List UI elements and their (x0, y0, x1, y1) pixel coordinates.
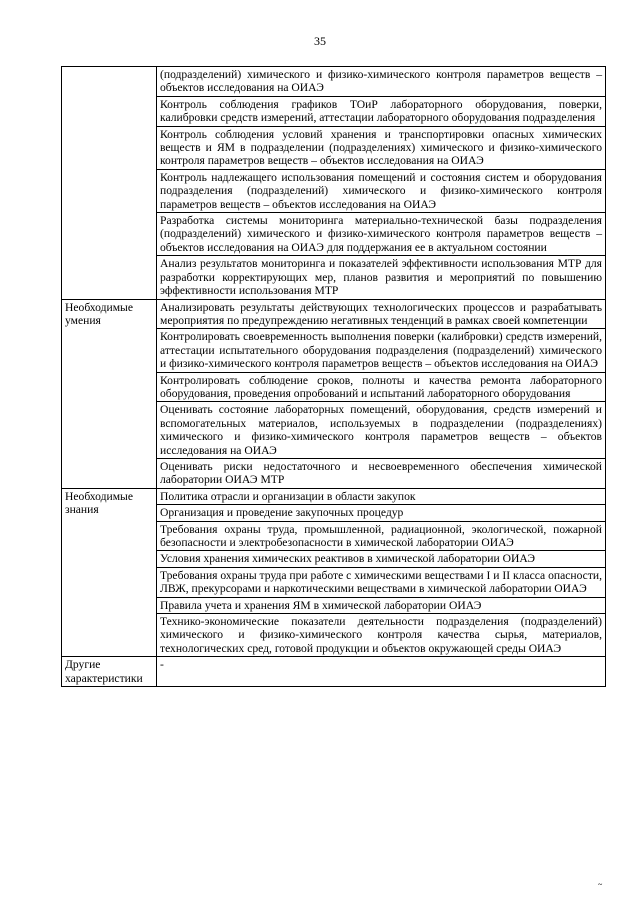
requirement-item: Правила учета и хранения ЯМ в химической лаборатории ОИАЭ (157, 597, 606, 613)
requirement-item: Контролировать соблюдение сроков, полноты и качества ремонта лабораторного оборудования, проведения опробований и испытаний лабораторного оборудования (157, 372, 606, 402)
requirement-item: (подразделений) химического и физико-химического контроля параметров веществ – объектов исследования на ОИАЭ (157, 67, 606, 97)
requirement-item: - (157, 657, 606, 687)
table-row (62, 488, 606, 504)
requirement-item: Оценивать состояние лабораторных помещений, оборудования, средств измерений и вспомогательных материалов, используемых в подразделении (подразделениях) химического и физико-химического контроля параметров веществ – объектов исследования на ОИАЭ (157, 402, 606, 459)
requirement-item: Контролировать своевременность выполнения поверки (калибровки) средств измерений, аттестации испытательного оборудования подразделения (подразделений) химического и физико-химического контроля параметров веществ – объектов исследования на ОИАЭ (157, 329, 606, 372)
section-label: Необходимые умения (62, 299, 157, 488)
requirement-item: Политика отрасли и организации в области закупок (157, 488, 606, 504)
requirement-item: Контроль надлежащего использования помещений и состояния систем и оборудования подразделения (подразделений) химического и физико-химического контроля параметров веществ – объектов исследования на ОИАЭ (157, 169, 606, 212)
requirement-item: Условия хранения химических реактивов в химической лаборатории ОИАЭ (157, 551, 606, 567)
requirement-item: Оценивать риски недостаточного и несвоевременного обеспечения химической лаборатории ОИАЭ МТР (157, 458, 606, 488)
table-row (62, 657, 606, 687)
table-row (62, 299, 606, 329)
table-row (62, 67, 606, 97)
requirement-item: Требования охраны труда при работе с химическими веществами I и II класса опасности, ЛВЖ, прекурсорами и наркотическими веществами в химической лаборатории ОИАЭ (157, 567, 606, 597)
requirement-item: Анализировать результаты действующих технологических процессов и разрабатывать мероприятия по предупреждению негативных тенденций в рамках своей компетенции (157, 299, 606, 329)
page-number: 35 (314, 34, 326, 48)
requirement-item: Требования охраны труда, промышленной, радиационной, экологической, пожарной безопасности и электробезопасности в химической лаборатории ОИАЭ (157, 521, 606, 551)
requirements-table (61, 66, 606, 687)
section-label: Другие характеристики (62, 657, 157, 687)
requirement-item: Организация и проведение закупочных процедур (157, 505, 606, 521)
requirement-item: Технико-экономические показатели деятельности подразделения (подразделений) химического и физико-химического контроля качества сырья, материалов, технологических сред, готовой продукции и объектов окружающей среды ОИАЭ (157, 614, 606, 657)
requirement-item: Контроль соблюдения графиков ТОиР лабораторного оборудования, поверки, калибровки средств измерений, аттестации лабораторного оборудования подразделения (157, 96, 606, 126)
requirement-item: Анализ результатов мониторинга и показателей эффективности использования МТР для разработки корректирующих мер, планов развития и мероприятий по повышению эффективности использования МТР (157, 256, 606, 299)
requirements-table-body (62, 67, 606, 687)
scan-mark: ~ (598, 880, 603, 889)
requirement-item: Разработка системы мониторинга материально-технической базы подразделения (подразделений) химического и физико-химического контроля параметров веществ – объектов исследования на ОИАЭ для поддержания ее в актуальном состоянии (157, 213, 606, 256)
requirement-item: Контроль соблюдения условий хранения и транспортировки опасных химических веществ и ЯМ в подразделении (подразделениях) химического и физико-химического контроля параметров веществ – объектов исследования на ОИАЭ (157, 126, 606, 169)
section-label: Необходимые знания (62, 488, 157, 656)
section-label (62, 67, 157, 300)
